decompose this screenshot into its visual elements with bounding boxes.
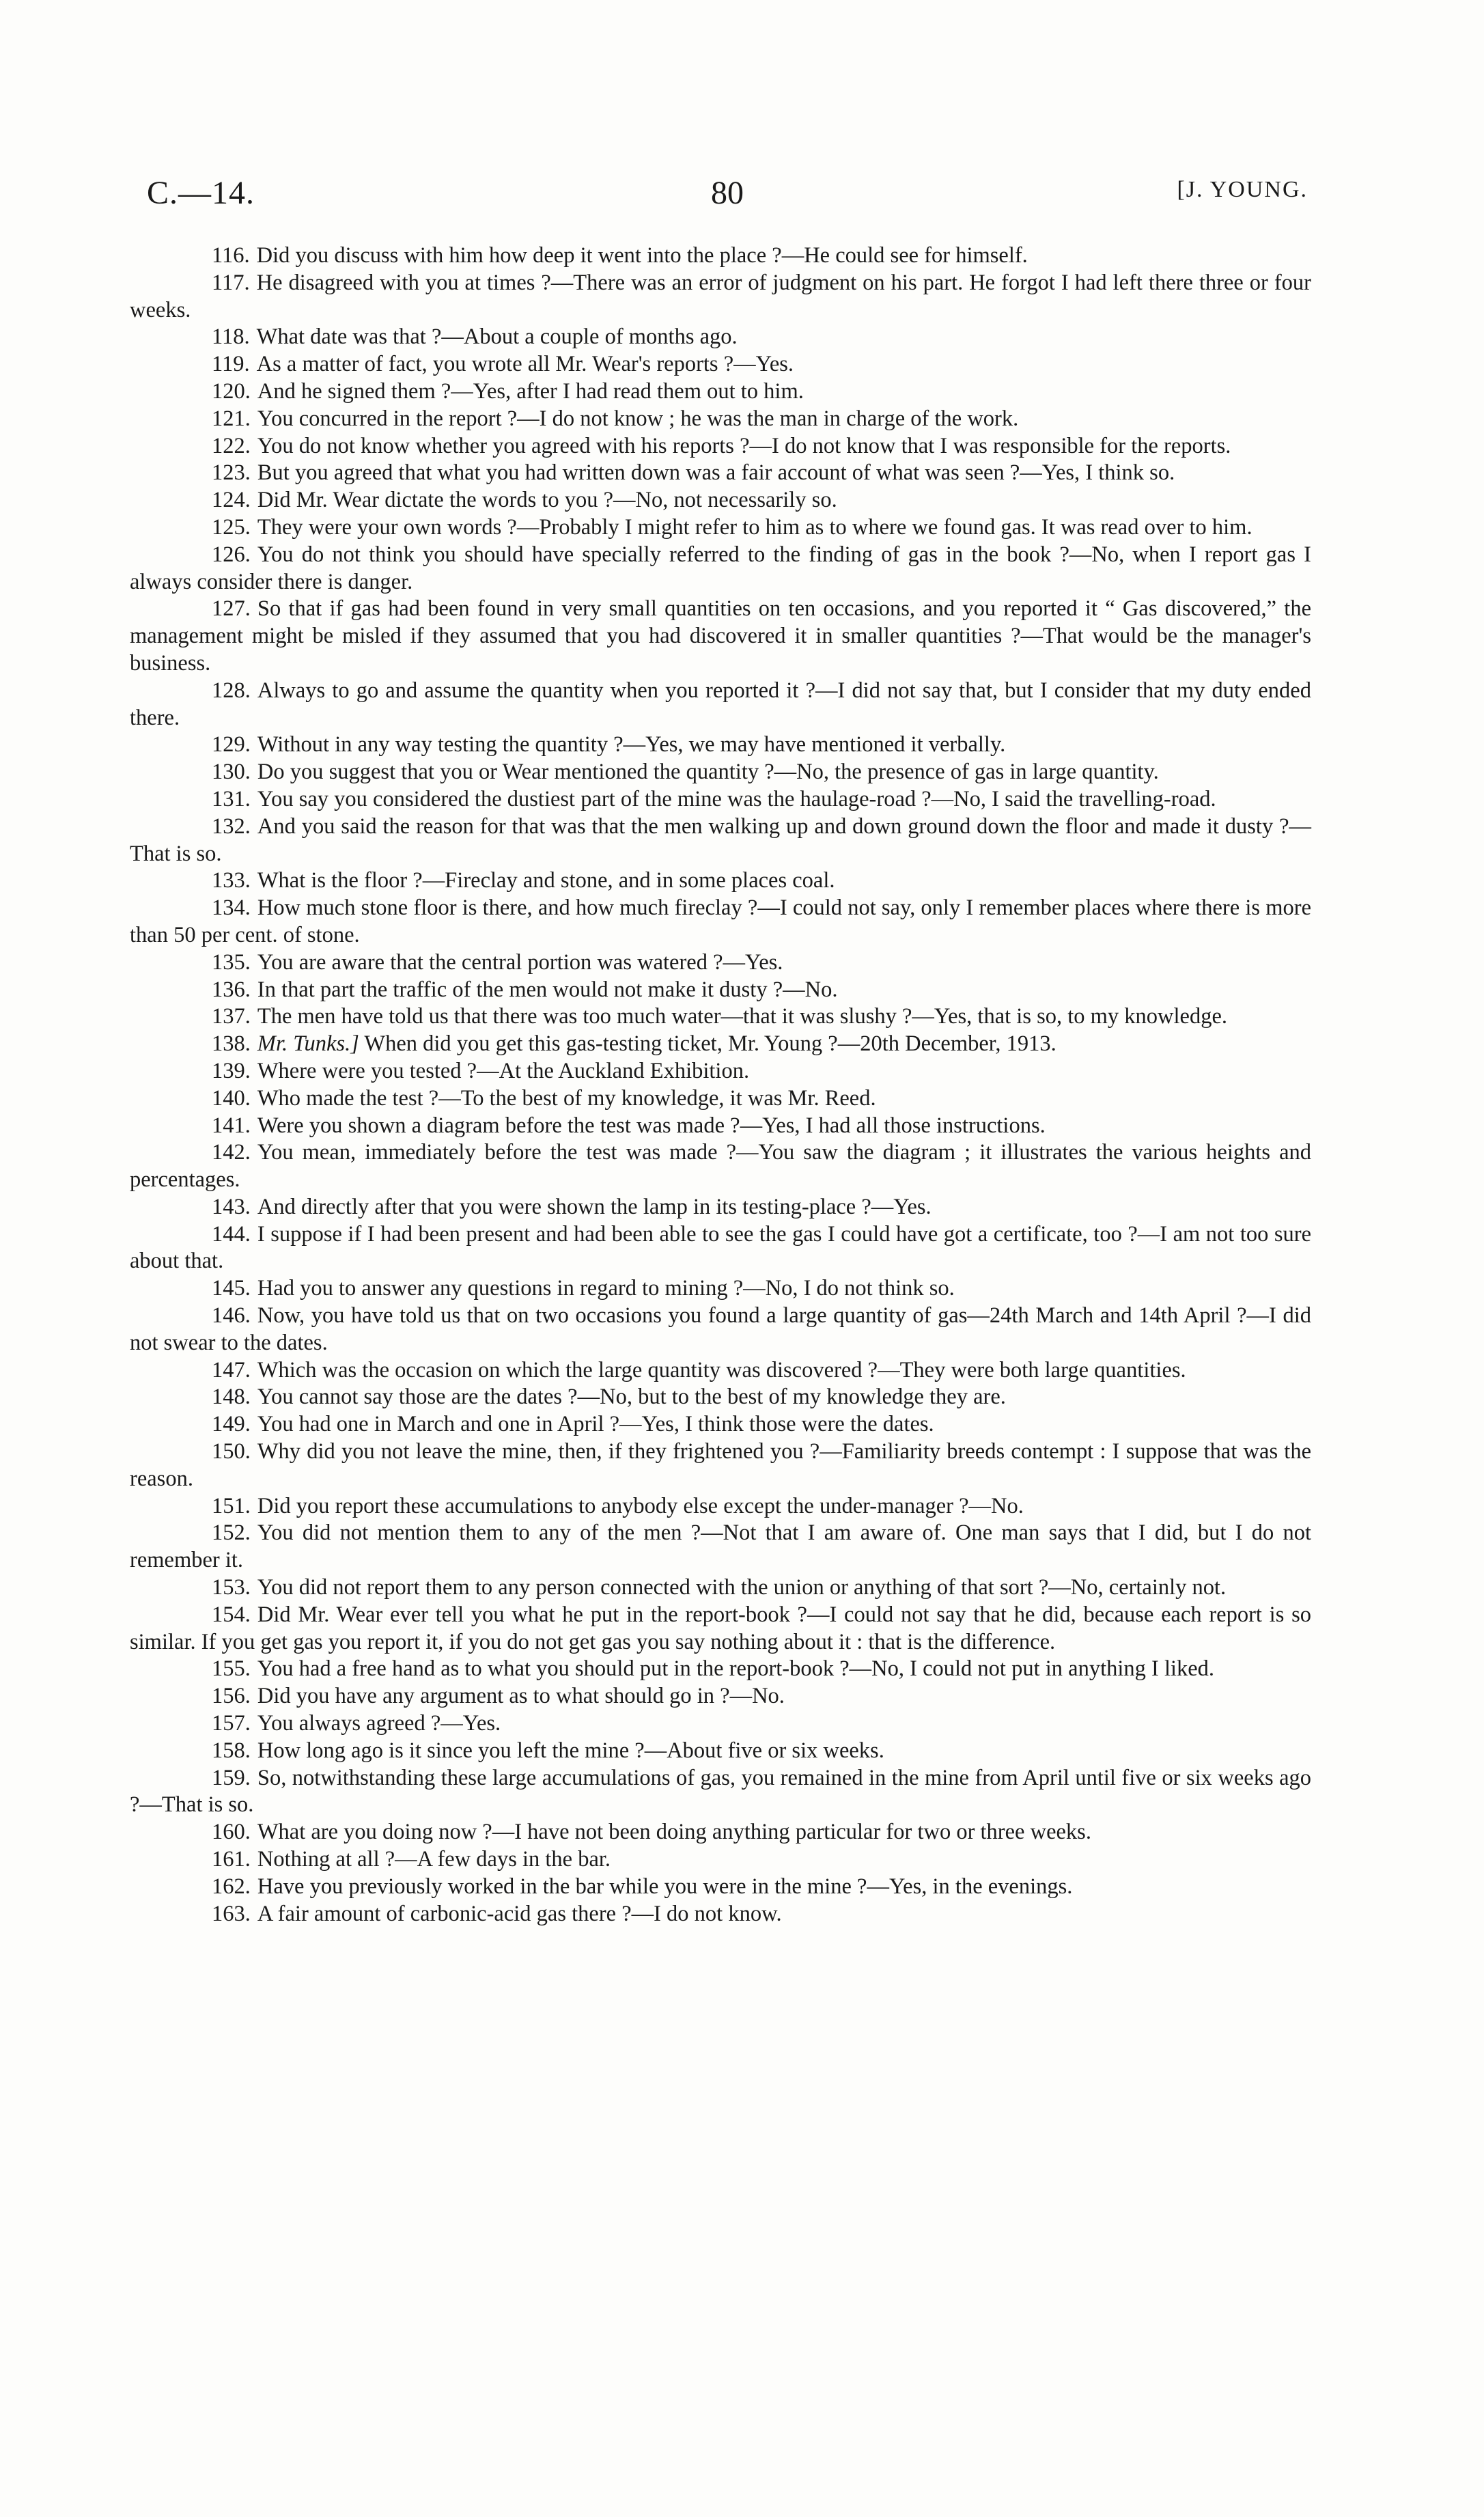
- question-paragraph: [130, 678, 1311, 732]
- question-number: 156.: [212, 1684, 251, 1709]
- question-number: 141.: [212, 1113, 251, 1138]
- question-answer-text: You are aware that the central portion was watered ?—Yes.: [257, 949, 783, 975]
- question-paragraph: [130, 1683, 1311, 1710]
- question-paragraph: [130, 977, 1311, 1004]
- question-paragraph: [130, 1194, 1311, 1221]
- question-number: 116.: [212, 243, 250, 268]
- question-number: 124.: [212, 488, 251, 513]
- question-number: 121.: [212, 406, 251, 431]
- question-number: 128.: [212, 678, 251, 703]
- question-number: 136.: [212, 977, 251, 1002]
- question-number: 117.: [212, 270, 250, 295]
- question-paragraph: [130, 1493, 1311, 1520]
- question-answer-text: You had one in March and one in April ?—Yes, I think those were the dates.: [257, 1412, 934, 1437]
- question-number: 163.: [212, 1901, 251, 1926]
- question-number: 157.: [212, 1711, 251, 1736]
- question-paragraph: [130, 1085, 1311, 1113]
- question-number: 118.: [212, 324, 250, 350]
- question-number: 159.: [212, 1765, 251, 1790]
- question-paragraph: [130, 1574, 1311, 1602]
- question-paragraph: [130, 324, 1311, 351]
- question-paragraph: [130, 732, 1311, 759]
- question-paragraph: [130, 1384, 1311, 1411]
- question-paragraph: [130, 1846, 1311, 1874]
- question-paragraph: [130, 1113, 1311, 1140]
- question-paragraph: [130, 596, 1311, 677]
- question-number: 144.: [212, 1221, 251, 1247]
- question-number: 119.: [212, 352, 250, 377]
- question-paragraph: [130, 949, 1311, 977]
- question-answer-text: So, notwithstanding these large accumulations of gas, you remained in the mine from April until five or six weeks ago ?—That is so.: [130, 1765, 1311, 1818]
- question-number: 133.: [212, 868, 251, 893]
- question-answer-text: In that part the traffic of the men would not make it dusty ?—No.: [257, 977, 838, 1002]
- question-number: 162.: [212, 1874, 251, 1899]
- question-answer-text: You had a free hand as to what you should put in the report-book ?—No, I could not put in anything I liked.: [257, 1656, 1215, 1682]
- question-paragraph: [130, 433, 1311, 460]
- question-paragraph: [130, 487, 1311, 514]
- question-number: 122.: [212, 433, 251, 458]
- question-number: 125.: [212, 514, 251, 540]
- question-number: 149.: [212, 1412, 251, 1437]
- question-answer-text: What is the floor ?—Fireclay and stone, and in some places coal.: [257, 868, 835, 893]
- question-answer-text: He disagreed with you at times ?—There was an error of judgment on his part. He forgot I had left there three or four weeks.: [130, 270, 1311, 322]
- question-number: 120.: [212, 378, 251, 404]
- question-number: 131.: [212, 786, 251, 811]
- question-paragraph: [130, 867, 1311, 895]
- question-number: 146.: [212, 1303, 251, 1329]
- question-answer-text: And you said the reason for that was that the men walking up and down ground down the floor and made it dusty ?—That is so.: [130, 813, 1311, 866]
- question-answer-text: Have you previously worked in the bar while you were in the mine ?—Yes, in the evenings.: [257, 1874, 1073, 1899]
- page-header: [147, 174, 1308, 229]
- question-number: 123.: [212, 460, 251, 486]
- question-paragraph: [130, 1656, 1311, 1683]
- question-answer-text: They were your own words ?—Probably I might refer to him as to where we found gas. It was read over to him.: [257, 514, 1252, 540]
- question-paragraph: [130, 1520, 1311, 1574]
- question-number: 137.: [212, 1004, 251, 1029]
- question-answer-text: What date was that ?—About a couple of months ago.: [256, 324, 738, 350]
- question-answer-text: When did you get this gas-testing ticket, Mr. Young ?—20th December, 1913.: [364, 1031, 1056, 1057]
- question-answer-text: So that if gas had been found in very small quantities on ten occasions, and you reported it “ Gas discovered,” the management might be misled if they assumed that you had discovered it in smaller quantities ?—That would be the manager's business.: [130, 596, 1311, 676]
- question-answer-text: Did you discuss with him how deep it went into the place ?—He could see for himself.: [256, 243, 1028, 268]
- question-answer-text: Where were you tested ?—At the Auckland Exhibition.: [257, 1058, 750, 1083]
- question-paragraph: [130, 1031, 1311, 1058]
- question-answer-text: Always to go and assume the quantity when you reported it ?—I did not say that, but I consider that my duty ended there.: [130, 678, 1311, 730]
- question-paragraph: [130, 1303, 1311, 1357]
- question-answer-text: Did you have any argument as to what should go in ?—No.: [257, 1684, 785, 1709]
- question-number: 129.: [212, 732, 251, 757]
- question-answer-text: As a matter of fact, you wrote all Mr. Wear's reports ?—Yes.: [256, 352, 794, 377]
- question-answer-text: You do not know whether you agreed with his reports ?—I do not know that I was responsible for the reports.: [257, 433, 1231, 458]
- question-answer-text: Which was the occasion on which the large quantity was discovered ?—They were both large quantities.: [257, 1357, 1186, 1382]
- question-paragraph: [130, 1901, 1311, 1928]
- question-answer-text: You mean, immediately before the test was made ?—You saw the diagram ; it illustrates the various heights and percentages.: [130, 1140, 1311, 1193]
- question-paragraph: [130, 813, 1311, 868]
- question-paragraph: [130, 786, 1311, 813]
- question-answer-text: But you agreed that what you had written down was a fair account of what was seen ?—Yes, I think so.: [257, 460, 1175, 486]
- question-number: 155.: [212, 1656, 251, 1682]
- question-paragraph: [130, 1738, 1311, 1765]
- question-answer-text: Why did you not leave the mine, then, if they frightened you ?—Familiarity breeds contempt : I suppose that was the reason.: [130, 1439, 1311, 1491]
- question-answer-text: Who made the test ?—To the best of my knowledge, it was Mr. Reed.: [257, 1085, 876, 1111]
- question-answer-text: You do not think you should have specially referred to the finding of gas in the book ?—No, when I report gas I always consider there is danger.: [130, 542, 1311, 594]
- question-answer-text: A fair amount of carbonic-acid gas there ?—I do not know.: [257, 1901, 782, 1926]
- question-number: 161.: [212, 1847, 251, 1872]
- question-number: 150.: [212, 1439, 251, 1464]
- question-paragraph: [130, 242, 1311, 270]
- question-paragraph: [130, 1438, 1311, 1493]
- question-answer-text: You concurred in the report ?—I do not know ; he was the man in charge of the work.: [257, 406, 1019, 431]
- question-answer-text: Did you report these accumulations to anybody else except the under-manager ?—No.: [257, 1493, 1024, 1518]
- question-paragraph: [130, 1221, 1311, 1276]
- question-paragraph: [130, 514, 1311, 542]
- speaker-label: Mr. Tunks.]: [257, 1031, 359, 1057]
- question-number: 134.: [212, 895, 251, 921]
- question-paragraph: [130, 1003, 1311, 1031]
- question-paragraph: [130, 1819, 1311, 1846]
- question-paragraph: [130, 1765, 1311, 1820]
- question-answer-text: And he signed them ?—Yes, after I had read them out to him.: [257, 378, 804, 404]
- question-number: 132.: [212, 813, 251, 839]
- question-paragraph: [130, 378, 1311, 406]
- question-number: 153.: [212, 1575, 251, 1600]
- question-number: 127.: [212, 596, 251, 622]
- question-paragraph: [130, 759, 1311, 786]
- document-reference: C.—14.: [147, 175, 255, 211]
- question-number: 151.: [212, 1493, 251, 1518]
- question-paragraph: [130, 1710, 1311, 1738]
- question-answer-text: Were you shown a diagram before the test was made ?—Yes, I had all those instructions.: [257, 1113, 1046, 1138]
- question-number: 145.: [212, 1276, 251, 1301]
- question-answer-text: How long ago is it since you left the mine ?—About five or six weeks.: [257, 1738, 884, 1763]
- question-answer-text: Had you to answer any questions in regard to mining ?—No, I do not think so.: [257, 1276, 955, 1301]
- question-answer-text: You say you considered the dustiest part of the mine was the haulage-road ?—No, I said the travelling-road.: [257, 786, 1216, 811]
- question-paragraph: [130, 1357, 1311, 1385]
- question-number: 158.: [212, 1738, 251, 1763]
- question-number: 135.: [212, 949, 251, 975]
- question-paragraph: [130, 1411, 1311, 1438]
- question-answer-text: Nothing at all ?—A few days in the bar.: [257, 1847, 611, 1872]
- witness-name: [J. YOUNG.: [1177, 177, 1308, 202]
- page-number: 80: [711, 175, 744, 211]
- question-answer-text: Did Mr. Wear dictate the words to you ?—No, not necessarily so.: [257, 488, 837, 513]
- question-number: 140.: [212, 1085, 251, 1111]
- question-number: 142.: [212, 1140, 251, 1165]
- question-number: 147.: [212, 1357, 251, 1382]
- question-answer-text: What are you doing now ?—I have not been doing anything particular for two or three weeks.: [257, 1820, 1091, 1845]
- question-answer-text: And directly after that you were shown the lamp in its testing-place ?—Yes.: [257, 1194, 932, 1219]
- question-paragraph: [130, 351, 1311, 378]
- question-answer-text: You cannot say those are the dates ?—No, but to the best of my knowledge they are.: [257, 1385, 1006, 1410]
- question-answer-text: Did Mr. Wear ever tell you what he put in the report-book ?—I could not say that he did, because each report is so similar. If you get gas you report it, if you do not get gas you say nothing about it : that is the difference.: [130, 1602, 1311, 1654]
- question-answer-text: Now, you have told us that on two occasions you found a large quantity of gas—24th March and 14th April ?—I did not swear to the dates.: [130, 1303, 1311, 1355]
- question-answer-text: You always agreed ?—Yes.: [257, 1711, 501, 1736]
- question-number: 148.: [212, 1385, 251, 1410]
- question-answer-text: You did not report them to any person connected with the union or anything of that sort ?—No, certainly not.: [257, 1575, 1227, 1600]
- question-number: 152.: [212, 1520, 251, 1546]
- question-answer-text: How much stone floor is there, and how much fireclay ?—I could not say, only I remember places where there is more than 50 per cent. of stone.: [130, 895, 1311, 947]
- question-paragraph: [130, 406, 1311, 433]
- question-number: 139.: [212, 1058, 251, 1083]
- question-paragraph: [130, 1139, 1311, 1194]
- question-answer-text: Do you suggest that you or Wear mentioned the quantity ?—No, the presence of gas in large quantity.: [257, 760, 1159, 785]
- question-paragraph: [130, 1275, 1311, 1303]
- question-answer-text: I suppose if I had been present and had been able to see the gas I could have got a certificate, too ?—I am not too sure about that.: [130, 1221, 1311, 1274]
- question-number: 143.: [212, 1194, 251, 1219]
- question-paragraph: [130, 1602, 1311, 1656]
- question-number: 130.: [212, 760, 251, 785]
- question-number: 126.: [212, 542, 251, 567]
- question-paragraph: [130, 1874, 1311, 1901]
- question-number: 160.: [212, 1820, 251, 1845]
- question-paragraph: [130, 270, 1311, 324]
- question-number: 138.: [212, 1031, 251, 1057]
- question-answer-text: Without in any way testing the quantity ?—Yes, we may have mentioned it verbally.: [257, 732, 1006, 757]
- question-paragraph: [130, 895, 1311, 949]
- question-paragraph: [130, 1058, 1311, 1085]
- question-number: 154.: [212, 1602, 251, 1627]
- question-answer-text: You did not mention them to any of the men ?—Not that I am aware of. One man says that I did, but I do not remember it.: [130, 1520, 1311, 1573]
- question-answer-text: The men have told us that there was too much water—that it was slushy ?—Yes, that is so, to my knowledge.: [257, 1004, 1228, 1029]
- transcript-body: [130, 242, 1311, 1928]
- question-paragraph: [130, 460, 1311, 487]
- question-paragraph: [130, 542, 1311, 596]
